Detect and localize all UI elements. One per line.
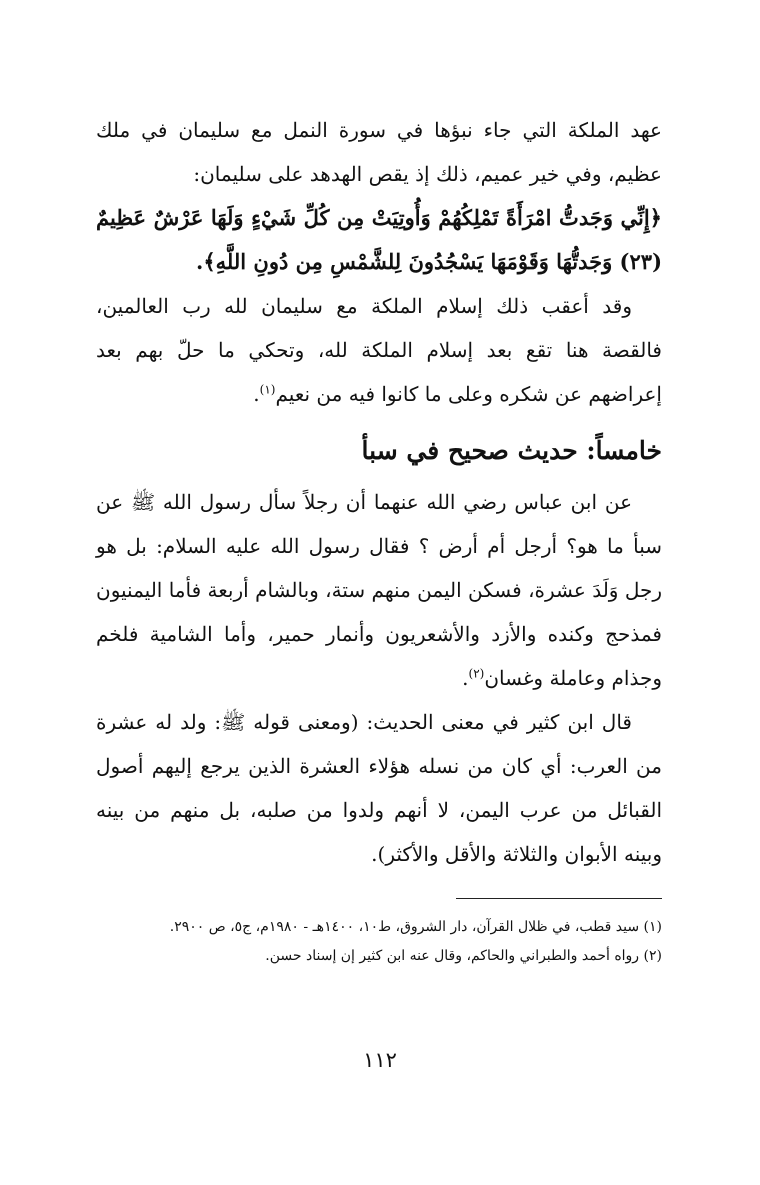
paragraph-intro: عهد الملكة التي جاء نبؤها في سورة النمل مع سليمان في ملك عظيم، وفي خير عميم، ذلك إذ يقص الهدهد على سليمان:: [96, 118, 662, 186]
footnote-1-text: سيد قطب، في ظلال القرآن، دار الشروق، ط١٠، ١٤٠٠هـ - ١٩٨٠م، ج٥، ص ٢٩٠٠.: [169, 919, 640, 935]
footnote-2-ref: (٢): [643, 948, 662, 964]
footnote-ref-1[interactable]: (١): [259, 382, 276, 397]
footnote-2: [96, 942, 662, 971]
footnote-divider: [456, 898, 662, 899]
paragraph-hadith: [96, 480, 662, 700]
paragraph-ibn-kathir: قال ابن كثير في معنى الحديث: (ومعنى قوله ﷺ: ولد له عشرة من العرب: أي كان من نسله هؤلاء العشرة الذين يرجع إليهم أصول القبائل من عرب اليمن، لا أنهم ولدوا من صلبه، بل منهم من بينه وبينه الأبوان والثلاثة والأقل والأكثر).: [96, 710, 662, 866]
section-heading: خامساً: حديث صحيح في سبأ: [361, 436, 662, 465]
footnote-ref-2[interactable]: (٢): [468, 666, 485, 681]
paragraph-hadith-end: .: [462, 666, 469, 690]
paragraph-queen-islam-end: .: [253, 382, 260, 406]
paragraph-queen-islam-text: وقد أعقب ذلك إسلام الملكة مع سليمان لله رب العالمين، فالقصة هنا تقع بعد إسلام الملكة لله، وتحكي ما حلّ بهم بعد إعراضهم عن شكره وعلى ما كانوا فيه من نعيم: [96, 294, 662, 406]
footnote-1: [96, 913, 662, 942]
paragraph-hadith-text: عن ابن عباس رضي الله عنهما أن رجلاً سأل رسول الله ﷺ عن سبأ ما هو؟ أرجل أم أرض ؟ فقال رسول الله عليه السلام: بل هو رجل وَلَدَ عشرة، فسكن اليمن منهم ستة، وبالشام أربعة فأما اليمنيون فمذحج وكنده والأزد والأشعريون وأنمار حمير، وأما الشامية فلخم وجذام وعاملة وغسان: [96, 490, 662, 690]
paragraph-queen-islam: [96, 284, 662, 416]
page-number: ١١٢: [363, 1048, 397, 1072]
page-body: [96, 108, 662, 971]
footnote-2-text: رواه أحمد والطبراني والحاكم، وقال عنه ابن كثير إن إسناد حسن.: [265, 948, 640, 964]
footnote-1-ref: (١): [643, 919, 662, 935]
quran-verse: ﴿إِنِّي وَجَدتُّ امْرَأَةً تَمْلِكُهُمْ وَأُوتِيَتْ مِن كُلِّ شَيْءٍ وَلَهَا عَرْشٌ عَظِيمٌ (٢٣) وَجَدتُّهَا وَقَوْمَهَا يَسْجُدُونَ لِلشَّمْسِ مِن دُونِ اللَّهِ﴾.: [96, 205, 662, 274]
